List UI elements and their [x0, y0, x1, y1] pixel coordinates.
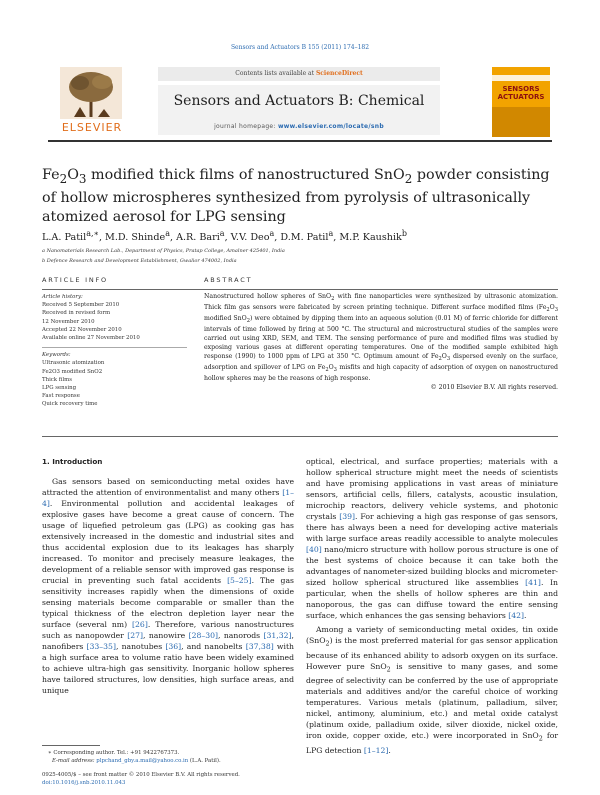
cover-title-line1: SENSORS: [502, 85, 540, 93]
issn-line: 0925-4005/$ – see front matter © 2010 Elsevier B.V. All rights reserved.: [42, 772, 240, 778]
history-line: Received 5 September 2010: [42, 302, 120, 309]
elsevier-wordmark: ELSEVIER: [61, 121, 123, 134]
doi-link[interactable]: doi:10.1016/j.snb.2010.11.043: [42, 780, 126, 786]
keyword: Ultrasonic atomization: [42, 360, 105, 367]
journal-banner: [158, 85, 440, 135]
cover-title: [494, 85, 548, 101]
keyword: LPG sensing: [42, 385, 77, 392]
copyright: © 2010 Elsevier B.V. All rights reserved.: [430, 384, 558, 392]
article-history: [42, 293, 212, 342]
homepage-url[interactable]: www.elsevier.com/locate/snb: [277, 123, 384, 130]
article-info-heading: ARTICLE INFO: [42, 276, 108, 284]
contents-prefix: Contents lists available at: [235, 70, 316, 77]
author-list[interactable]: L.A. Patil$^{a,∗}$, M.D. Shinde$^a$, A.R. Bari$^a$, V.V. Deo$^a$, D.M. Patil$^a$, M.P. Kaushik$^b$: [42, 229, 407, 244]
elsevier-logo[interactable]: [48, 67, 136, 137]
email-link[interactable]: plpchand_gby.a.mail@yahoo.co.in: [96, 758, 189, 764]
keyword: Fast response: [42, 393, 80, 400]
history-line: Accepted 22 November 2010: [42, 326, 122, 333]
article-info-rule: [42, 289, 212, 290]
intro-paragraph-2: Among a variety of semiconducting metal oxides, tin oxide (SnO$_2$) is the most preferred material for gas sensor application because of its enhanced ability to adsorb oxygen on its surface. However pure SnO$_2$ is sensitive to many gases, and some degree of selectivity can be conferred by the use of appropriate materials and additives and/or the careful choice of working temperatures. Various metals (platinum, palladium, silver, nickel, antimony, aluminium, etc.) and metal oxide catalyst (platinum oxide, palladium oxide, silver dioxide, nickel oxide, iron oxide, copper oxide, etc.) were incorporated in SnO$_2$ for LPG detection [1–12].: [306, 625, 558, 755]
article-info: [42, 276, 212, 409]
keywords-label: Keywords:: [42, 352, 71, 359]
journal-title: Sensors and Actuators B: Chemical: [173, 93, 425, 109]
abstract: [204, 276, 558, 393]
sciencedirect-link[interactable]: ScienceDirect: [315, 70, 363, 77]
footnote-rule: [42, 745, 100, 746]
journal-cover-thumbnail[interactable]: [492, 67, 550, 137]
publication-info: [42, 771, 342, 787]
affiliation-a: a Nanomaterials Research Lab., Department of Physics, Pratap College, Amalner 425401, India: [42, 248, 285, 254]
cover-band: [492, 75, 550, 81]
cover-lower-band: [492, 107, 550, 137]
section-heading: 1. Introduction: [42, 457, 103, 466]
affiliation-b: b Defence Research and Development Establishment, Gwalior 474002, India: [42, 257, 237, 264]
elsevier-tree-icon: [60, 67, 122, 119]
header-rule: [48, 140, 552, 142]
journal-homepage: [158, 123, 440, 130]
cover-title-line2: ACTUATORS: [497, 93, 545, 101]
intro-paragraph-continued: optical, electrical, and surface properties; materials with a hollow spherical structure might meet the needs of scientists and have promising applications in vast areas of miniature sensors, artificial cells, fillers, catalysts, acoustic insulation, microchip reactors, delivery vehicle systems, and photonic crystals [39]. For achieving a high gas response of gas sensors, there has always been a need for developing active materials with large surface areas readily accessible to analyte molecules [40] nano/micro structure with hollow porous structure is one of the best systems of choice because it can take both the advantages of nanometer-sized building blocks and micrometer-sized hollow spherical structured like assemblies [41]. In particular, when the shells of hollow spheres are thin and nanoporous, the gas can diffuse toward the entire sensing surface, which enhances the gas sensing behaviors [42].: [306, 457, 558, 620]
history-line: Available online 27 November 2010: [42, 335, 140, 342]
email-line: [42, 757, 302, 765]
contents-available: [158, 67, 440, 81]
abstract-text: Nanostructured hollow spheres of SnO$_2$ with fine nanoparticles were synthesized by ultrasonic atomization. Thick film gas sensors were fabricated by screen printing technique. Different surface modified films ($Fe_2O_3$ modified SnO$_2$) were obtained by dipping them into an aqueous solution (0.01 M) of ferric chloride for different intervals of time followed by firing at 500 °C. The structural and microstructural studies of the samples were carried out using XRD, SEM, and TEM. The sensing performance of pure and modified films was studied by exposing various gases at different operating temperatures. One of the modified sample exhibited high response (1990) to 1000 ppm of LPG at 350 °C. Optimum amount of $Fe_2O_3$ dispersed evenly on the surface, adsorption and spillover of LPG on $Fe_2O_3$ misfits and high capacity of adsorption of oxygen on nanostructured hollow spheres may be the reasons of high response.: [204, 293, 559, 383]
email-label: E-mail address:: [52, 758, 97, 764]
keywords-rule: [42, 347, 187, 348]
abstract-heading: ABSTRACT: [204, 276, 253, 284]
history-line: Received in revised form: [42, 310, 111, 317]
keywords: [42, 351, 212, 408]
history-label: Article history:: [42, 294, 83, 300]
footnotes: [42, 749, 302, 765]
body-top-rule: [42, 436, 558, 437]
affiliations: [42, 247, 562, 266]
body-left-column: [42, 456, 294, 696]
journal-citation[interactable]: Sensors and Actuators B 155 (2011) 174–182: [230, 44, 370, 51]
email-suffix: (L.A. Patil).: [188, 758, 221, 764]
intro-paragraph-1: Gas sensors based on semiconducting metal oxides have attracted the attention of environmentalist and many others [1–4]. Environmental pollution and accidental leakages of explosive gases have become a great cause of concern. The usage of liquefied petroleum gas (LPG) as cooking gas has extensively increased in the domestic and industrial sites and thus accidental explosion due to its leakages has sharply increased. To monitor and precisely measure leakages, the development of a reliable sensor with improved gas response is crucial in preventing such fatal accidents [5–25]. The gas sensitivity increases rapidly when the dimensions of oxide sensing materials become comparable or smaller than the typical thickness of the electron depletion layer near the surface (several nm) [26]. Therefore, various nanostructures such as nanopowder [27], nanowire [28–30], nanorods [31,32], nanofibers [33–35], nanotubes [36], and nanobelts [37,38] with a high surface area to volume ratio have been widely examined to achieve ultra-high gas sensitivity. Inorganic hollow spheres have tailored structures, low densities, high surface areas, and unique: [42, 477, 294, 695]
journal-header: [48, 65, 552, 141]
homepage-prefix: journal homepage:: [214, 123, 278, 130]
keyword: Thick films: [42, 376, 72, 383]
body-right-column: [306, 456, 558, 756]
corresponding-author: ∗ Corresponding author. Tel.: +91 9422767373.: [48, 750, 180, 756]
keyword: Quick recovery time: [42, 401, 98, 408]
article-title: $Fe_2O_3$ modified thick films of nanostructured SnO$_2$ powder consisting of hollow microspheres synthesized from pyrolysis of ultrasonically atomized aerosol for LPG sensing: [42, 167, 550, 225]
history-line: 12 November 2010: [42, 318, 95, 325]
abstract-rule: [204, 289, 558, 290]
keyword: Fe2O3 modified SnO2: [42, 368, 103, 375]
